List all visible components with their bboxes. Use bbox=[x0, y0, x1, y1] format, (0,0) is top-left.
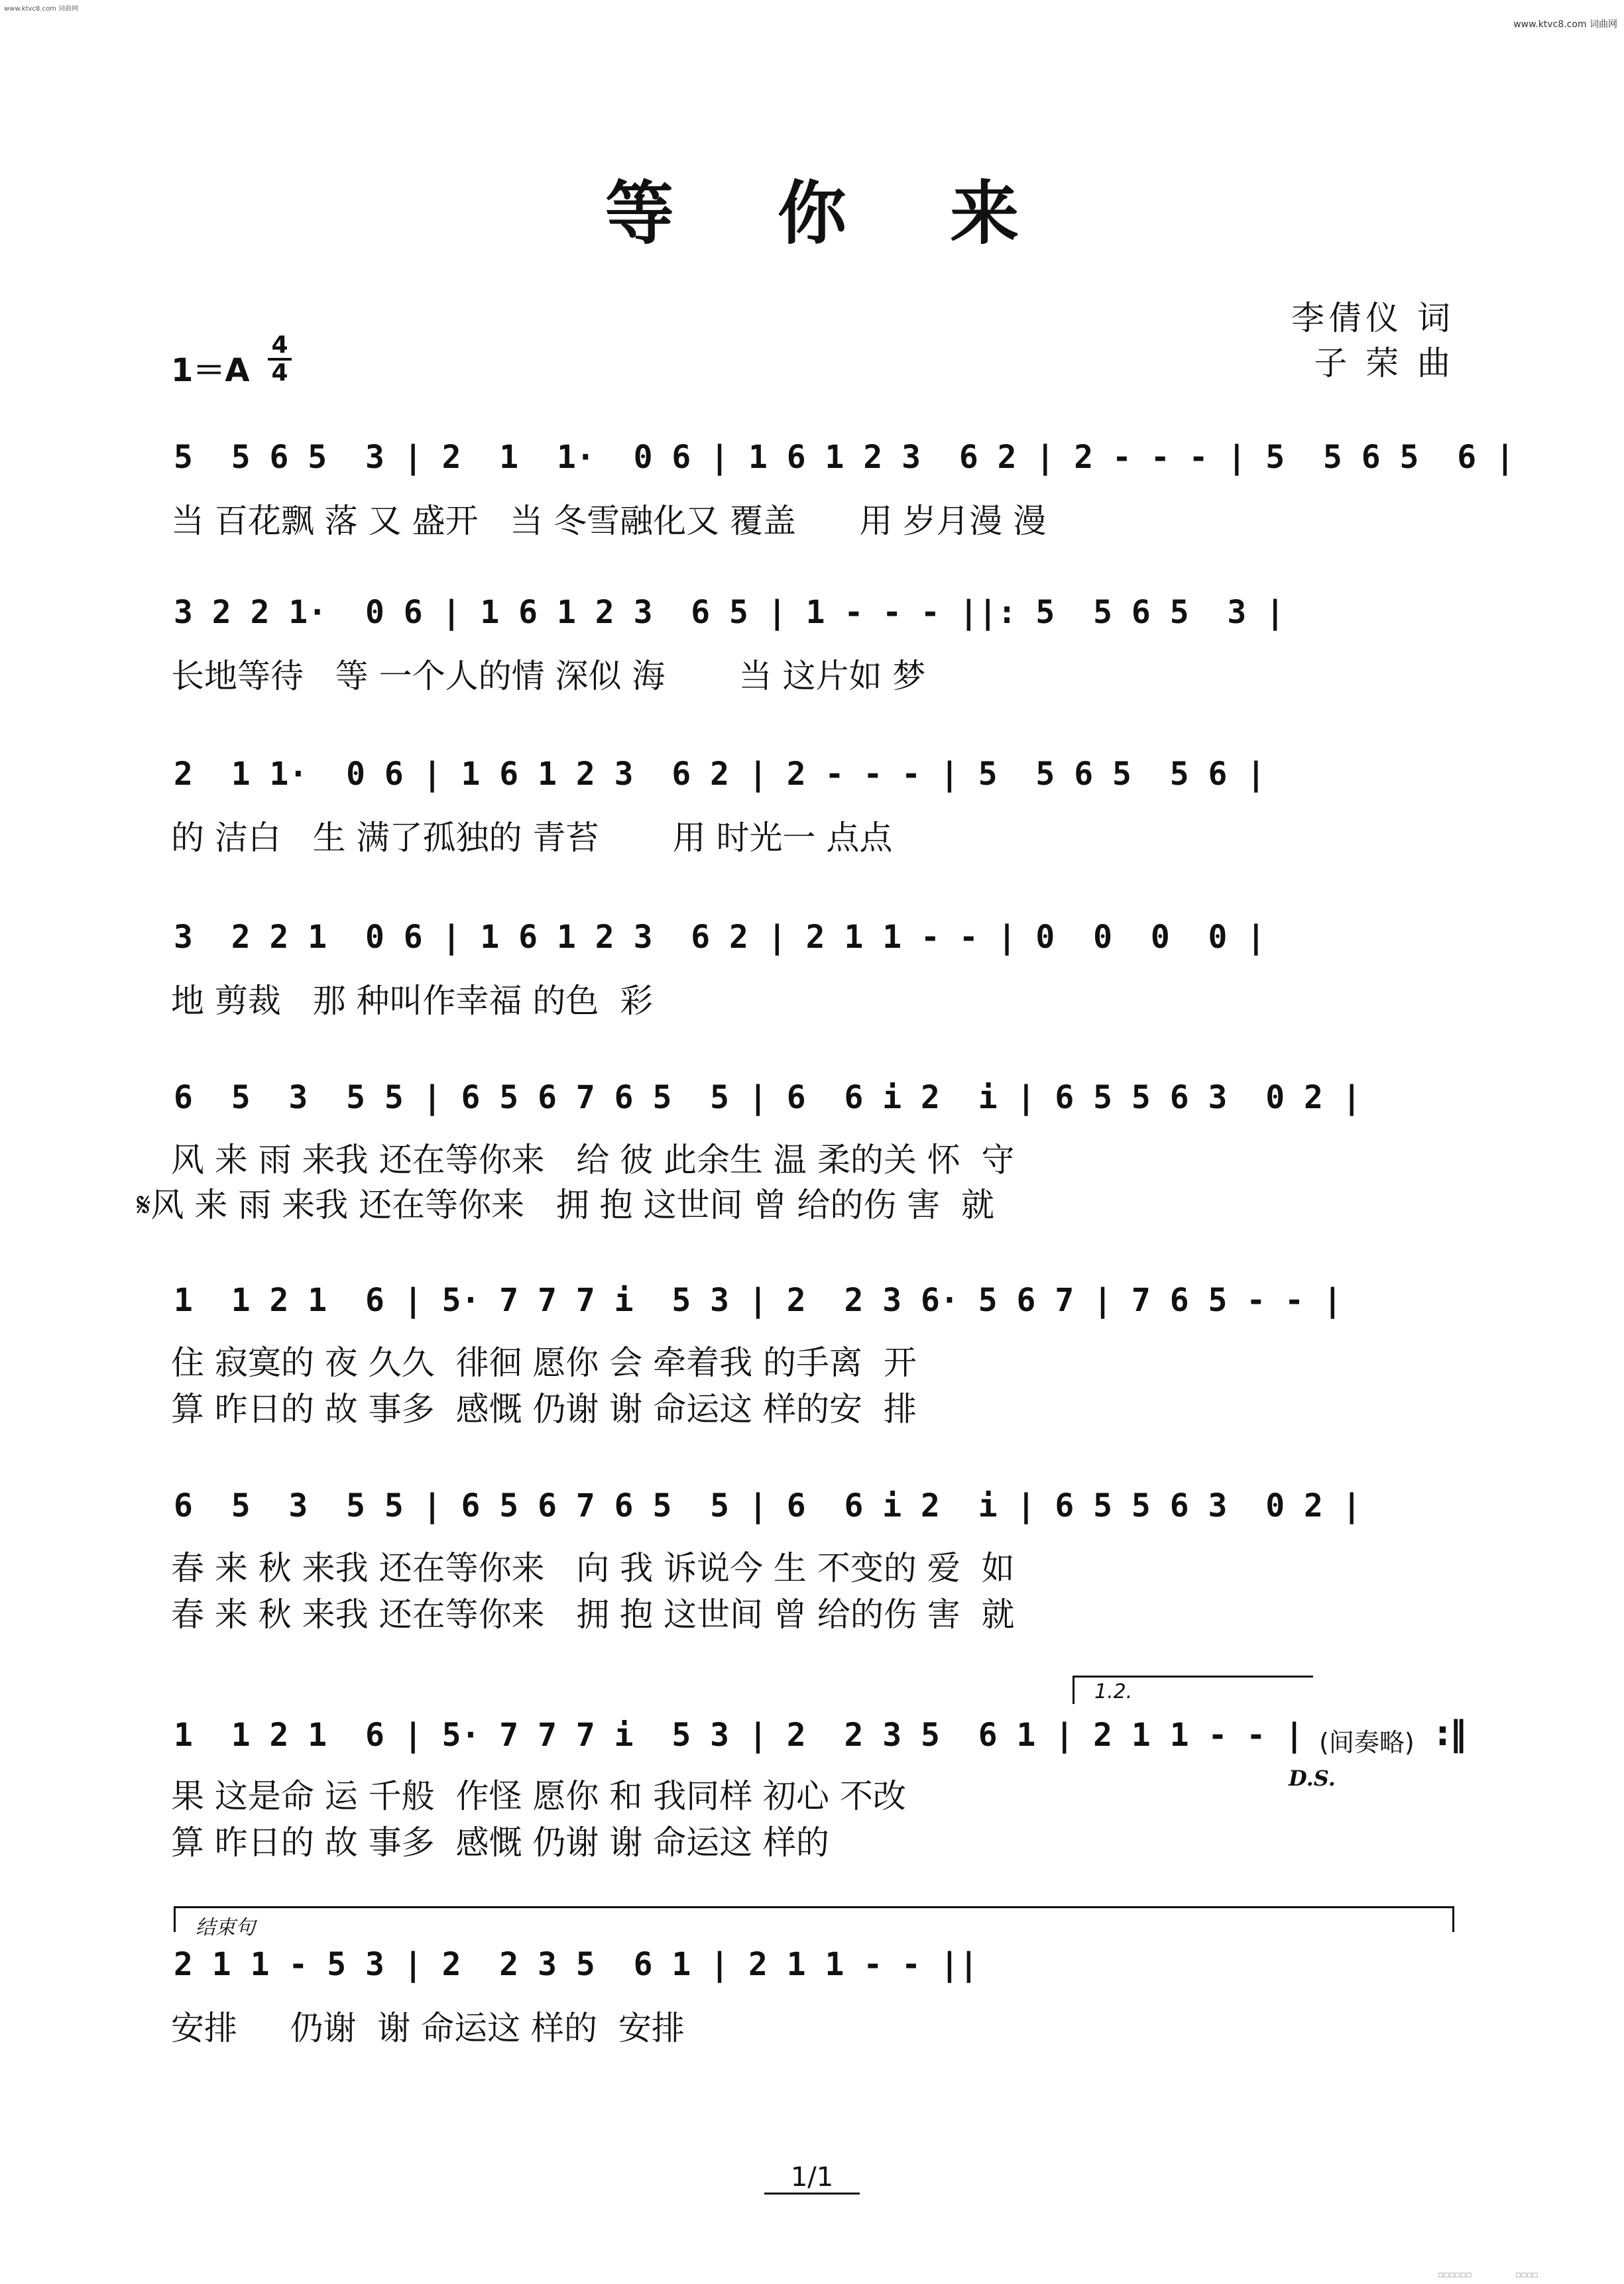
time-signature-bottom: 4 bbox=[271, 359, 288, 386]
time-signature bbox=[266, 333, 293, 386]
system-7-lyrics-verse-2: 春 来 秋 来我 还在等你来 拥 抱 这世间 曾 给的伤 害 就 bbox=[171, 1595, 1015, 1634]
system-9-lyrics: 安排 仍谢 谢 命运这 样的 安排 bbox=[171, 2009, 685, 2047]
time-signature-top: 4 bbox=[271, 331, 288, 359]
system-2-lyrics: 长地等待 等 一个人的情 深似 海 当 这片如 梦 bbox=[171, 657, 926, 695]
repeat-end-sign: :‖ bbox=[1436, 1714, 1467, 1754]
ds-marking: D.S. bbox=[1289, 1766, 1336, 1791]
volta-bracket bbox=[1073, 1676, 1313, 1704]
system-9-notes: 2 1 1 - 5 3 | 2 2 3 5 6 1 | 2 1 1 - - || bbox=[174, 1946, 978, 1983]
system-2-notes: 3 2 2 1· 0 6 | 1 6 1 2 3 6 5 | 1 - - - ||: 5 5 6 5 3 | bbox=[174, 594, 1285, 631]
system-4-lyrics: 地 剪裁 那 种叫作幸福 的色 彩 bbox=[171, 982, 654, 1020]
key-signature: 1＝A bbox=[171, 352, 250, 389]
page-number-text: 1/1 bbox=[764, 2162, 860, 2195]
page-number bbox=[0, 2162, 1624, 2195]
header-right-text: www.ktvc8.com 词曲网 bbox=[1513, 19, 1617, 30]
system-4-notes: 3 2 2 1 0 6 | 1 6 1 2 3 6 2 | 2 1 1 - - | 0 0 0 0 | bbox=[174, 919, 1266, 956]
system-5-lyrics-verse-1: 风 来 雨 来我 还在等你来 给 彼 此余生 温 柔的关 怀 守 bbox=[171, 1141, 1015, 1179]
footer-left-text: □□□□□□ bbox=[1437, 2272, 1472, 2279]
system-8-notes: 1 1 2 1 6 | 5· 7 7 7 i 5 3 | 2 2 3 5 6 1 | 2 1 1 - - | bbox=[174, 1717, 1305, 1754]
footer-right-text: □□□□ bbox=[1515, 2272, 1538, 2279]
system-8-lyrics-verse-1: 果 这是命 运 千般 作怪 愿你 和 我同样 初心 不改 bbox=[171, 1777, 906, 1815]
system-1-notes: 5 5 6 5 3 | 2 1 1· 0 6 | 1 6 1 2 3 6 2 | 2 - - - | 5 5 6 5 6 | bbox=[174, 439, 1515, 476]
system-6-notes: 1 1 2 1 6 | 5· 7 7 7 i 5 3 | 2 2 3 6· 5 6 7 | 7 6 5 - - | bbox=[174, 1282, 1342, 1319]
system-7-notes: 6 5 3 5 5 | 6 5 6 7 6 5 5 | 6 6 i 2 i | 6 5 5 6 3 0 2 | bbox=[174, 1487, 1362, 1524]
interlude-label: (间奏略) bbox=[1319, 1728, 1415, 1757]
lyricist-credit: 李倩仪 词 bbox=[1291, 299, 1454, 337]
system-5-notes: 6 5 3 5 5 | 6 5 6 7 6 5 5 | 6 6 i 2 i | 6 5 5 6 3 0 2 | bbox=[174, 1079, 1362, 1116]
volta-label: 1.2. bbox=[1094, 1680, 1133, 1703]
system-5-lyrics-verse-2: 𝄋风 来 雨 来我 还在等你来 拥 抱 这世间 曾 给的伤 害 就 bbox=[137, 1186, 995, 1224]
system-8-lyrics-verse-2: 算 昨日的 故 事多 感慨 仍谢 谢 命运这 样的 bbox=[171, 1823, 830, 1862]
system-6-lyrics-verse-1: 住 寂寞的 夜 久久 徘徊 愿你 会 牵着我 的手离 开 bbox=[171, 1343, 917, 1382]
system-3-notes: 2 1 1· 0 6 | 1 6 1 2 3 6 2 | 2 - - - | 5 5 6 5 5 6 | bbox=[174, 756, 1266, 793]
system-1-lyrics: 当 百花飘 落 又 盛开 当 冬雪融化又 覆盖 用 岁月漫 漫 bbox=[171, 502, 1047, 540]
system-6-lyrics-verse-2: 算 昨日的 故 事多 感慨 仍谢 谢 命运这 样的安 排 bbox=[171, 1390, 917, 1428]
system-3-lyrics: 的 洁白 生 满了孤独的 青苔 用 时光一 点点 bbox=[171, 819, 893, 857]
system-7-lyrics-verse-1: 春 来 秋 来我 还在等你来 向 我 诉说今 生 不变的 爱 如 bbox=[171, 1549, 1015, 1587]
header-left-text: www.ktvc8.com 词曲网 bbox=[4, 5, 79, 13]
ending-label: 结束句 bbox=[196, 1916, 255, 1939]
ending-bracket bbox=[174, 1906, 1454, 1939]
composer-credit: 子 荣 曲 bbox=[1314, 344, 1454, 382]
song-title: 等 你 来 bbox=[605, 172, 1059, 254]
